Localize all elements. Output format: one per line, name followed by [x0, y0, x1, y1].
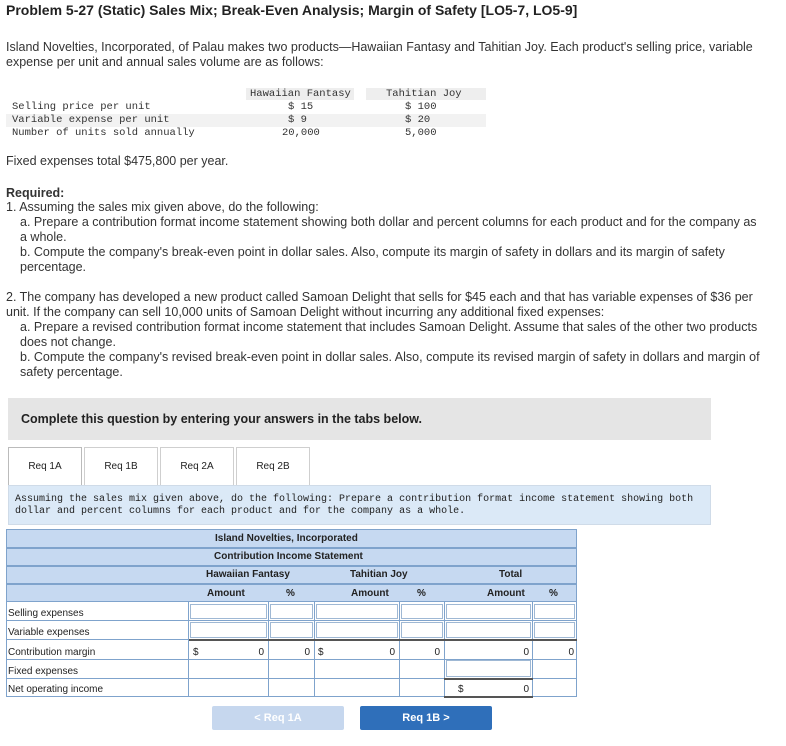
- tj-cm-amount: 0: [389, 647, 395, 658]
- tj-cm-pct: 0: [434, 647, 440, 658]
- req1-a: a. Prepare a contribution format income statement showing both dollar and percent columns for each product and for the company as a whole.: [20, 215, 757, 244]
- tj-variable-pct-input[interactable]: [401, 622, 443, 638]
- hf-selling-pct-input[interactable]: [270, 604, 313, 619]
- group-total: Total: [499, 569, 523, 580]
- total-noi-amount: 0: [523, 684, 529, 695]
- spec-row: [6, 114, 486, 127]
- total-cm-amount: 0: [523, 647, 529, 658]
- spec-value: 20,000: [282, 127, 320, 139]
- col-amount: Amount: [487, 588, 525, 599]
- tab-req-2a[interactable]: Req 2A: [160, 447, 234, 485]
- row-label-selling: Selling expenses: [8, 608, 84, 619]
- complete-prompt: Complete this question by entering your answers in the tabs below.: [21, 412, 422, 426]
- income-statement: [6, 529, 577, 697]
- hf-variable-pct-input[interactable]: [270, 622, 313, 638]
- dollar-sign: $: [458, 684, 464, 695]
- spec-row-label: Selling price per unit: [12, 101, 151, 113]
- hf-selling-amount-input[interactable]: [190, 604, 267, 619]
- fixed-expenses-text: Fixed expenses total $475,800 per year.: [6, 154, 229, 168]
- instruction-text: Assuming the sales mix given above, do the following: Prepare a contribution format income statement showing both dollar and percent columns for each product and for the company as a whole.: [15, 494, 694, 517]
- req1-main: 1. Assuming the sales mix given above, do the following:: [6, 200, 319, 214]
- total-cm-pct: 0: [568, 647, 574, 658]
- group-hawaiian: Hawaiian Fantasy: [206, 569, 290, 580]
- required-heading: Required:: [6, 186, 65, 200]
- req1-b: b. Compute the company's break-even point in dollar sales. Also, compute its margin of safety in dollars and its margin of safety percentage.: [20, 245, 725, 274]
- total-selling-amount-input[interactable]: [446, 604, 531, 619]
- tj-selling-amount-input[interactable]: [316, 604, 398, 619]
- total-variable-amount-input[interactable]: [446, 622, 531, 638]
- col-pct: %: [549, 588, 558, 599]
- company-name: Island Novelties, Incorporated: [215, 533, 358, 544]
- spec-col-tahitian: Tahitian Joy: [386, 88, 462, 100]
- dollar-sign: $: [193, 647, 199, 658]
- spec-value: $ 15: [288, 101, 314, 113]
- tj-selling-pct-input[interactable]: [401, 604, 443, 619]
- req2-b: b. Compute the company's revised break-even point in dollar sales. Also, compute its revised margin of safety in dollars and margin of safety percentage.: [20, 350, 760, 379]
- col-pct: %: [417, 588, 426, 599]
- hf-variable-amount-input[interactable]: [190, 622, 267, 638]
- spec-row: [6, 101, 486, 114]
- next-tab-button[interactable]: Req 1B >: [360, 706, 492, 730]
- spec-col-hawaiian: Hawaiian Fantasy: [250, 88, 351, 100]
- row-label-variable: Variable expenses: [8, 627, 90, 638]
- row-label-fixed: Fixed expenses: [8, 666, 79, 677]
- total-selling-pct-input[interactable]: [534, 604, 575, 619]
- hf-cm-amount: 0: [258, 647, 264, 658]
- requirement-1: [6, 200, 766, 275]
- total-variable-pct-input[interactable]: [534, 622, 575, 638]
- req2-a: a. Prepare a revised contribution format income statement that includes Samoan Delight. Assume that sales of the other two products does not change.: [20, 320, 758, 349]
- prev-tab-button[interactable]: < Req 1A: [212, 706, 344, 730]
- statement-title: Contribution Income Statement: [214, 551, 363, 562]
- problem-title: Problem 5-27 (Static) Sales Mix; Break-Even Analysis; Margin of Safety [LO5-7, LO5-9]: [6, 2, 578, 18]
- spec-row-label: Variable expense per unit: [12, 114, 170, 126]
- tj-variable-amount-input[interactable]: [316, 622, 398, 638]
- spec-value: $ 20: [405, 114, 431, 126]
- spec-value: $ 9: [288, 114, 307, 126]
- row-label-cm: Contribution margin: [8, 647, 96, 658]
- tab-req-1b[interactable]: Req 1B: [84, 447, 158, 485]
- dollar-sign: $: [318, 647, 324, 658]
- row-label-noi: Net operating income: [8, 684, 104, 695]
- complete-banner: [8, 398, 711, 440]
- spec-value: 5,000: [405, 127, 437, 139]
- spec-value: $ 100: [405, 101, 437, 113]
- tab-req-2b[interactable]: Req 2B: [236, 447, 310, 485]
- spec-row: [6, 127, 486, 140]
- tab-req-1a[interactable]: Req 1A: [8, 447, 82, 485]
- req2-main: 2. The company has developed a new product called Samoan Delight that sells for $45 each and that has variable expenses of $36 per unit. If the company can sell 10,000 units of Samoan Delight without incurring any additional fixed expenses:: [6, 290, 753, 319]
- group-tahitian: Tahitian Joy: [350, 569, 408, 580]
- intro-text: Island Novelties, Incorporated, of Palau makes two products—Hawaiian Fantasy and Tahitian Joy. Each product's selling price, variable expense per unit and annual sales volume are as follows:: [6, 40, 753, 69]
- col-amount: Amount: [351, 588, 389, 599]
- requirement-2: [6, 290, 766, 380]
- col-pct: %: [286, 588, 295, 599]
- total-fixed-amount-input[interactable]: [446, 660, 531, 677]
- hf-cm-pct: 0: [304, 647, 310, 658]
- spec-row-label: Number of units sold annually: [12, 127, 195, 139]
- instruction-panel: [8, 485, 711, 525]
- col-amount: Amount: [207, 588, 245, 599]
